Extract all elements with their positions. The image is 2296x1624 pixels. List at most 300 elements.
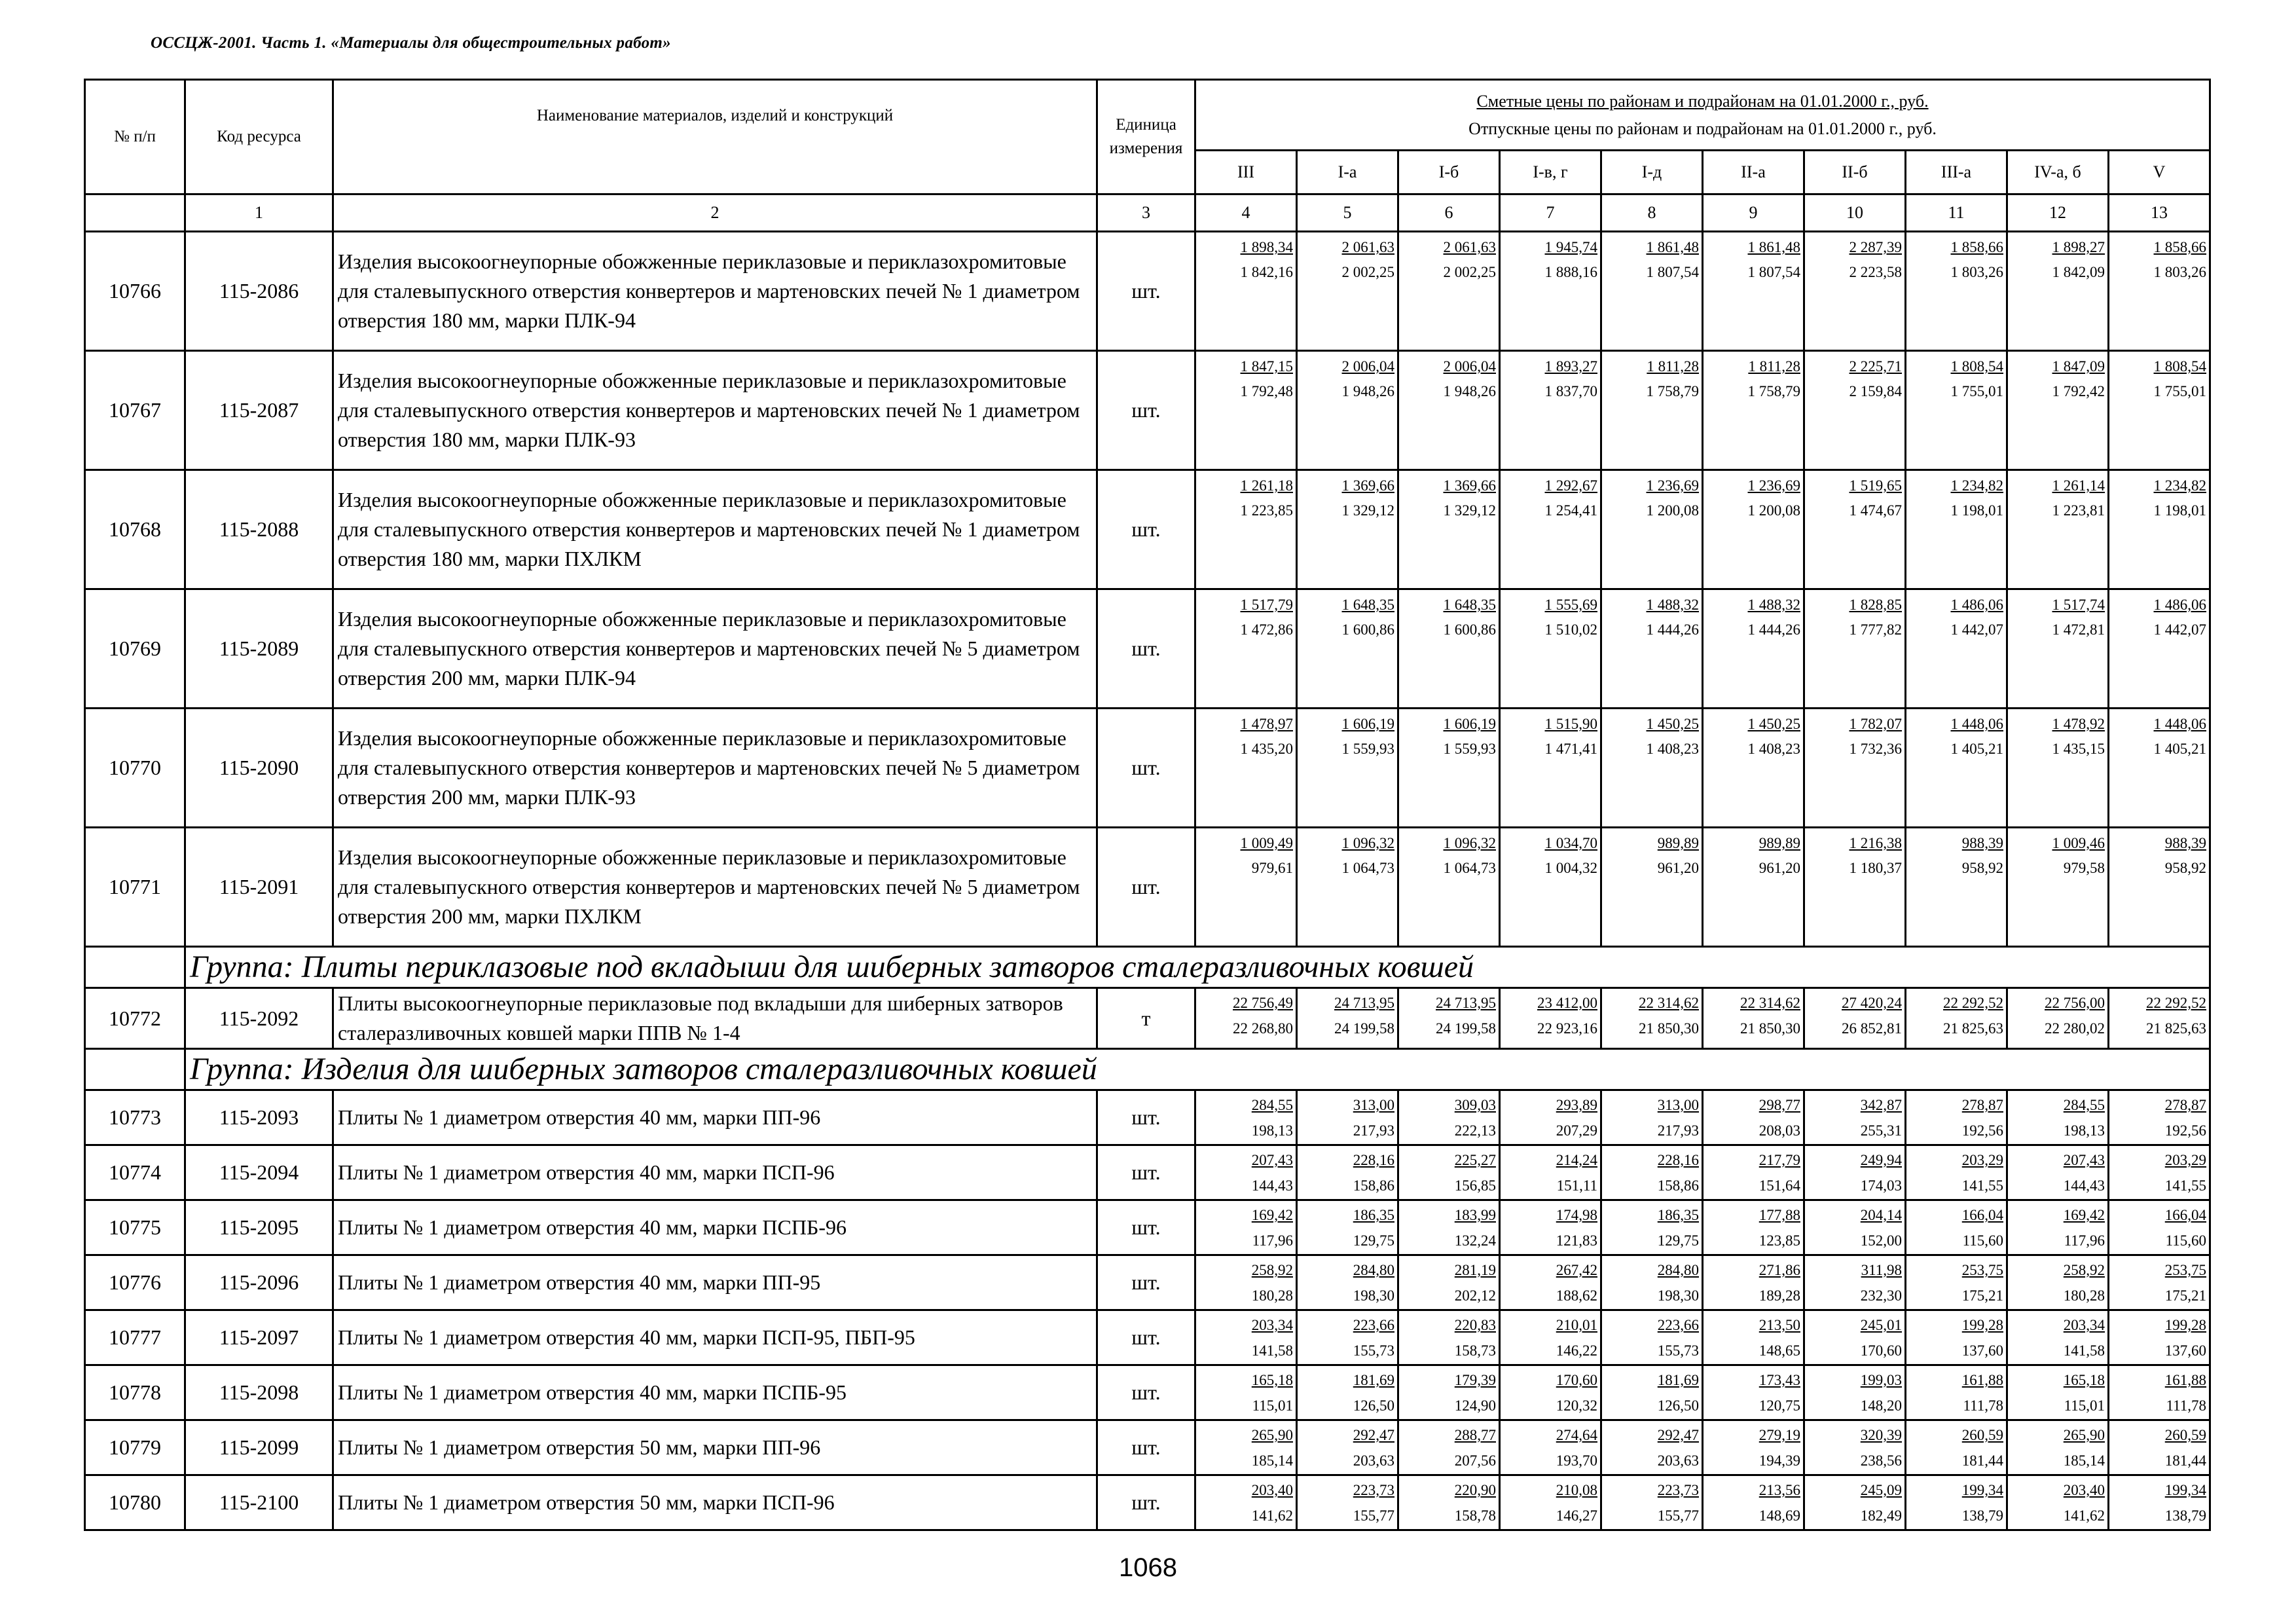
- estimate-price: 203,34: [1251, 1317, 1293, 1333]
- price-cell: [1703, 709, 1804, 828]
- price-cell: [1906, 1475, 2007, 1530]
- release-price: 1 842,09: [2052, 264, 2105, 280]
- estimate-price: 311,98: [1861, 1262, 1902, 1278]
- release-price: 24 199,58: [1436, 1020, 1496, 1037]
- release-price: 1 200,08: [1747, 502, 1800, 519]
- unit: шт.: [1097, 709, 1195, 828]
- estimate-price: 988,39: [1961, 835, 2003, 851]
- estimate-price: 284,80: [1353, 1262, 1394, 1278]
- row-number: 10775: [85, 1200, 185, 1255]
- estimate-price: 293,89: [1556, 1097, 1597, 1113]
- price-cell: [1804, 1200, 1906, 1255]
- price-cell: [1703, 232, 1804, 351]
- release-price: 979,58: [2063, 860, 2105, 876]
- price-cell: [2109, 1145, 2210, 1200]
- release-price: 155,73: [1353, 1342, 1394, 1359]
- header-prices: [1195, 80, 2210, 151]
- estimate-price: 207,43: [2063, 1152, 2105, 1168]
- price-cell: [1703, 1090, 1804, 1145]
- estimate-price: 166,04: [1961, 1207, 2003, 1223]
- release-price: 222,13: [1454, 1122, 1496, 1139]
- release-price: 1 064,73: [1341, 860, 1394, 876]
- estimate-price: 1 808,54: [1950, 358, 2003, 375]
- release-price: 1 732,36: [1849, 741, 1902, 757]
- release-price: 1 329,12: [1341, 502, 1394, 519]
- column-number: 8: [1601, 194, 1703, 232]
- price-cell: [1195, 1475, 1297, 1530]
- release-price: 146,22: [1556, 1342, 1597, 1359]
- unit: шт.: [1097, 1475, 1195, 1530]
- price-cell: [1601, 828, 1703, 947]
- release-price: 185,14: [2063, 1452, 2105, 1469]
- release-price: 1 837,70: [1544, 383, 1597, 399]
- region-header: V: [2109, 151, 2210, 194]
- table-row: [85, 351, 2210, 470]
- price-cell: [1297, 1310, 1398, 1365]
- release-price: 138,79: [1961, 1507, 2003, 1524]
- unit: шт.: [1097, 1090, 1195, 1145]
- release-price: 156,85: [1454, 1177, 1496, 1194]
- estimate-price: 284,55: [2063, 1097, 2105, 1113]
- estimate-price: 1 945,74: [1544, 239, 1597, 255]
- release-price: 1 755,01: [2153, 383, 2207, 399]
- price-cell: [1906, 1255, 2007, 1310]
- column-number: 12: [2007, 194, 2109, 232]
- release-price: 144,43: [2063, 1177, 2105, 1194]
- estimate-price: 223,73: [1353, 1482, 1394, 1498]
- estimate-price: 1 369,66: [1443, 477, 1496, 494]
- estimate-price: 1 096,32: [1341, 835, 1394, 851]
- unit: шт.: [1097, 232, 1195, 351]
- price-cell: [2007, 351, 2109, 470]
- estimate-price: 1 236,69: [1646, 477, 1699, 494]
- table-row: [85, 1090, 2210, 1145]
- price-cell: [2109, 470, 2210, 589]
- column-number: 11: [1906, 194, 2007, 232]
- price-cell: [1804, 232, 1906, 351]
- release-price: 194,39: [1758, 1452, 1800, 1469]
- estimate-price: 1 847,09: [2052, 358, 2105, 375]
- table-row: [85, 1255, 2210, 1310]
- estimate-price: 320,39: [1860, 1427, 1902, 1443]
- price-cell: [1703, 828, 1804, 947]
- price-cell: [2007, 1310, 2109, 1365]
- estimate-price: 177,88: [1758, 1207, 1800, 1223]
- release-price: 115,01: [1252, 1397, 1293, 1414]
- estimate-price: 161,88: [1961, 1372, 2003, 1388]
- release-price: 238,56: [1860, 1452, 1902, 1469]
- release-price: 1 442,07: [1950, 621, 2003, 638]
- material-name: Плиты № 1 диаметром отверстия 50 мм, марки ПСП-96: [333, 1475, 1097, 1530]
- price-cell: [1297, 1200, 1398, 1255]
- estimate-price: 220,83: [1454, 1317, 1496, 1333]
- price-cell: [1804, 1145, 1906, 1200]
- row-number: 10776: [85, 1255, 185, 1310]
- price-cell: [1195, 709, 1297, 828]
- row-number: 10770: [85, 709, 185, 828]
- price-cell: [1601, 988, 1703, 1049]
- estimate-price: 1 858,66: [2153, 239, 2207, 255]
- estimate-price: 183,99: [1454, 1207, 1496, 1223]
- unit: шт.: [1097, 1255, 1195, 1310]
- release-price: 1 444,26: [1646, 621, 1699, 638]
- estimate-price: 274,64: [1556, 1427, 1597, 1443]
- price-cell: [1500, 1200, 1601, 1255]
- price-cell: [1906, 351, 2007, 470]
- estimate-price: 165,18: [1251, 1372, 1293, 1388]
- unit: шт.: [1097, 1365, 1195, 1420]
- release-price: 255,31: [1860, 1122, 1902, 1139]
- estimate-price: 278,87: [2164, 1097, 2207, 1113]
- resource-code: 115-2090: [185, 709, 333, 828]
- price-cell: [1297, 470, 1398, 589]
- price-cell: [1703, 1200, 1804, 1255]
- resource-code: 115-2092: [185, 988, 333, 1049]
- estimate-price: 217,79: [1758, 1152, 1800, 1168]
- estimate-price: 265,90: [2063, 1427, 2105, 1443]
- row-number: 10768: [85, 470, 185, 589]
- release-price: 22 923,16: [1537, 1020, 1597, 1037]
- estimate-price: 228,16: [1657, 1152, 1699, 1168]
- estimate-price: 1 555,69: [1544, 597, 1597, 613]
- price-cell: [1804, 709, 1906, 828]
- table-row: [85, 709, 2210, 828]
- price-cell: [2007, 232, 2109, 351]
- estimate-price: 1 847,15: [1240, 358, 1293, 375]
- release-price: 22 268,80: [1233, 1020, 1293, 1037]
- resource-code: 115-2095: [185, 1200, 333, 1255]
- unit: шт.: [1097, 589, 1195, 709]
- release-price: 198,30: [1657, 1287, 1699, 1304]
- estimate-price: 1 517,79: [1240, 597, 1293, 613]
- price-cell: [1703, 1365, 1804, 1420]
- estimate-price: 169,42: [2063, 1207, 2105, 1223]
- price-cell: [1297, 1255, 1398, 1310]
- resource-code: 115-2091: [185, 828, 333, 947]
- price-cell: [2109, 1475, 2210, 1530]
- price-cell: [1297, 709, 1398, 828]
- price-cell: [1500, 1475, 1601, 1530]
- price-cell: [1601, 1310, 1703, 1365]
- release-price: 1 435,15: [2052, 741, 2105, 757]
- price-cell: [1804, 1090, 1906, 1145]
- price-cell: [1804, 1310, 1906, 1365]
- material-name: Изделия высокоогнеупорные обожженные периклазовые и периклазохромитовые для сталевыпускного отверстия конвертеров и мартеновских печей № 5 диаметром отверстия 200 мм, марки ПХЛКМ: [333, 828, 1097, 947]
- estimate-price: 284,80: [1657, 1262, 1699, 1278]
- release-price: 198,30: [1353, 1287, 1394, 1304]
- column-number: 6: [1398, 194, 1500, 232]
- price-cell: [1906, 589, 2007, 709]
- price-cell: [1906, 709, 2007, 828]
- release-price: 158,86: [1657, 1177, 1699, 1194]
- price-cell: [1601, 1365, 1703, 1420]
- unit: шт.: [1097, 1420, 1195, 1475]
- release-price: 22 280,02: [2045, 1020, 2105, 1037]
- release-price: 1 777,82: [1849, 621, 1902, 638]
- price-cell: [1906, 1200, 2007, 1255]
- release-price: 1 442,07: [2153, 621, 2207, 638]
- release-price: 2 002,25: [1443, 264, 1496, 280]
- column-number: 1: [185, 194, 333, 232]
- price-cell: [1703, 351, 1804, 470]
- price-cell: [1398, 988, 1500, 1049]
- estimate-price: 1 292,67: [1544, 477, 1597, 494]
- price-cell: [2109, 1200, 2210, 1255]
- estimate-price: 1 861,48: [1747, 239, 1800, 255]
- estimate-price: 1 648,35: [1443, 597, 1496, 613]
- price-cell: [1906, 470, 2007, 589]
- price-cell: [1500, 470, 1601, 589]
- price-cell: [1601, 351, 1703, 470]
- release-price: 1 405,21: [2153, 741, 2207, 757]
- estimate-price: 1 448,06: [1950, 716, 2003, 732]
- unit: т: [1097, 988, 1195, 1049]
- resource-code: 115-2099: [185, 1420, 333, 1475]
- price-cell: [1500, 1090, 1601, 1145]
- price-cell: [1297, 1365, 1398, 1420]
- price-cell: [2007, 1090, 2109, 1145]
- price-cell: [2007, 589, 2109, 709]
- estimate-price: 1 450,25: [1646, 716, 1699, 732]
- price-cell: [1398, 1090, 1500, 1145]
- estimate-price: 1 861,48: [1646, 239, 1699, 255]
- column-number: 7: [1500, 194, 1601, 232]
- region-header: IV-а, б: [2007, 151, 2109, 194]
- price-cell: [1195, 470, 1297, 589]
- release-price: 141,62: [2063, 1507, 2105, 1524]
- release-price: 21 850,30: [1740, 1020, 1800, 1037]
- price-cell: [1297, 828, 1398, 947]
- row-number: 10767: [85, 351, 185, 470]
- header-prices-estimate: Сметные цены по районам и подрайонам на 01.01.2000 г., руб.: [1476, 91, 1929, 111]
- release-price: 1 405,21: [1950, 741, 2003, 757]
- estimate-price: 173,43: [1758, 1372, 1800, 1388]
- material-name: Плиты № 1 диаметром отверстия 40 мм, марки ПП-96: [333, 1090, 1097, 1145]
- release-price: 151,64: [1758, 1177, 1800, 1194]
- price-cell: [1195, 1310, 1297, 1365]
- column-number: 4: [1195, 194, 1297, 232]
- release-price: 155,77: [1657, 1507, 1699, 1524]
- price-cell: [1601, 1475, 1703, 1530]
- price-cell: [1804, 1255, 1906, 1310]
- estimate-price: 22 292,52: [2146, 995, 2207, 1011]
- unit: шт.: [1097, 470, 1195, 589]
- price-cell: [1398, 1420, 1500, 1475]
- price-cell: [1601, 470, 1703, 589]
- price-cell: [1703, 1420, 1804, 1475]
- price-cell: [1500, 1255, 1601, 1310]
- price-cell: [1703, 589, 1804, 709]
- release-price: 151,11: [1556, 1177, 1597, 1194]
- price-cell: [1703, 988, 1804, 1049]
- estimate-price: 1 606,19: [1443, 716, 1496, 732]
- header-np: № п/п: [85, 80, 185, 194]
- estimate-price: 22 756,49: [1233, 995, 1293, 1011]
- estimate-price: 228,16: [1353, 1152, 1394, 1168]
- group-spacer: [85, 1049, 185, 1090]
- header-row-top: [85, 80, 2210, 151]
- table-row: [85, 470, 2210, 589]
- estimate-price: 245,09: [1860, 1482, 1902, 1498]
- release-price: 192,56: [2164, 1122, 2207, 1139]
- estimate-price: 2 006,04: [1443, 358, 1496, 375]
- unit: шт.: [1097, 1310, 1195, 1365]
- estimate-price: 166,04: [2164, 1207, 2207, 1223]
- header-unit: Единица измерения: [1097, 80, 1195, 194]
- release-price: 192,56: [1961, 1122, 2003, 1139]
- price-cell: [1703, 1310, 1804, 1365]
- row-number: 10779: [85, 1420, 185, 1475]
- release-price: 1 474,67: [1849, 502, 1902, 519]
- price-cell: [2007, 1200, 2109, 1255]
- estimate-price: 223,73: [1657, 1482, 1699, 1498]
- price-cell: [1398, 828, 1500, 947]
- material-name: Плиты № 1 диаметром отверстия 40 мм, марки ПСПБ-96: [333, 1200, 1097, 1255]
- release-price: 1 435,20: [1240, 741, 1293, 757]
- price-cell: [1195, 589, 1297, 709]
- estimate-price: 24 713,95: [1436, 995, 1496, 1011]
- region-header: I-в, г: [1500, 151, 1601, 194]
- release-price: 2 159,84: [1849, 383, 1902, 399]
- release-price: 174,03: [1860, 1177, 1902, 1194]
- estimate-price: 174,98: [1556, 1207, 1597, 1223]
- release-price: 958,92: [2164, 860, 2207, 876]
- price-cell: [2007, 470, 2109, 589]
- estimate-price: 1 486,06: [1950, 597, 2003, 613]
- row-number: 10769: [85, 589, 185, 709]
- column-number: 9: [1703, 194, 1804, 232]
- table-row: [85, 589, 2210, 709]
- release-price: 141,58: [1251, 1342, 1293, 1359]
- estimate-price: 2 061,63: [1341, 239, 1394, 255]
- release-price: 115,01: [2064, 1397, 2105, 1414]
- estimate-price: 203,29: [2164, 1152, 2207, 1168]
- release-price: 126,50: [1657, 1397, 1699, 1414]
- estimate-price: 253,75: [1961, 1262, 2003, 1278]
- release-price: 1 559,93: [1341, 741, 1394, 757]
- estimate-price: 1 234,82: [2153, 477, 2207, 494]
- estimate-price: 989,89: [1758, 835, 1800, 851]
- release-price: 138,79: [2164, 1507, 2207, 1524]
- price-cell: [1703, 1255, 1804, 1310]
- price-cell: [2109, 1310, 2210, 1365]
- price-cell: [1195, 1420, 1297, 1475]
- price-cell: [1500, 1420, 1601, 1475]
- release-price: 144,43: [1251, 1177, 1293, 1194]
- header-name: Наименование материалов, изделий и конструкций: [333, 80, 1097, 194]
- release-price: 141,55: [2164, 1177, 2207, 1194]
- estimate-price: 23 412,00: [1537, 995, 1597, 1011]
- estimate-price: 1 450,25: [1747, 716, 1800, 732]
- estimate-price: 213,56: [1758, 1482, 1800, 1498]
- unit: шт.: [1097, 1145, 1195, 1200]
- material-name: Изделия высокоогнеупорные обожженные периклазовые и периклазохромитовые для сталевыпускного отверстия конвертеров и мартеновских печей № 1 диаметром отверстия 180 мм, марки ПЛК-93: [333, 351, 1097, 470]
- estimate-price: 1 488,32: [1747, 597, 1800, 613]
- estimate-price: 22 314,62: [1740, 995, 1800, 1011]
- release-price: 188,62: [1556, 1287, 1597, 1304]
- estimate-price: 1 009,46: [2052, 835, 2105, 851]
- estimate-price: 1 858,66: [1950, 239, 2003, 255]
- resource-code: 115-2087: [185, 351, 333, 470]
- price-cell: [2109, 709, 2210, 828]
- table-row: [85, 1200, 2210, 1255]
- estimate-price: 267,42: [1556, 1262, 1597, 1278]
- release-price: 111,78: [1963, 1397, 2003, 1414]
- estimate-price: 1 828,85: [1849, 597, 1902, 613]
- row-number: 10771: [85, 828, 185, 947]
- release-price: 170,60: [1860, 1342, 1902, 1359]
- region-header: II-б: [1804, 151, 1906, 194]
- price-cell: [1500, 1145, 1601, 1200]
- price-cell: [1398, 709, 1500, 828]
- estimate-price: 1 811,28: [1748, 358, 1800, 375]
- table-row: [85, 232, 2210, 351]
- release-price: 158,78: [1454, 1507, 1496, 1524]
- release-price: 148,65: [1758, 1342, 1800, 1359]
- release-price: 208,03: [1758, 1122, 1800, 1139]
- row-number: 10774: [85, 1145, 185, 1200]
- estimate-price: 1 898,34: [1240, 239, 1293, 255]
- estimate-price: 1 096,32: [1443, 835, 1496, 851]
- price-cell: [2109, 828, 2210, 947]
- row-number: 10780: [85, 1475, 185, 1530]
- estimate-price: 265,90: [1251, 1427, 1293, 1443]
- release-price: 1 888,16: [1544, 264, 1597, 280]
- price-cell: [1804, 1420, 1906, 1475]
- estimate-price: 292,47: [1657, 1427, 1699, 1443]
- release-price: 1 758,79: [1747, 383, 1800, 399]
- estimate-price: 1 009,49: [1240, 835, 1293, 851]
- estimate-price: 1 519,65: [1849, 477, 1902, 494]
- estimate-price: 1 478,97: [1240, 716, 1293, 732]
- estimate-price: 203,40: [2063, 1482, 2105, 1498]
- price-cell: [2109, 1090, 2210, 1145]
- estimate-price: 1 517,74: [2052, 597, 2105, 613]
- price-cell: [2109, 1365, 2210, 1420]
- price-cell: [1398, 1200, 1500, 1255]
- price-cell: [1195, 232, 1297, 351]
- row-number: 10778: [85, 1365, 185, 1420]
- release-price: 132,24: [1454, 1232, 1496, 1249]
- table-row: [85, 988, 2210, 1049]
- row-number: 10766: [85, 232, 185, 351]
- price-cell: [1297, 1090, 1398, 1145]
- price-cell: [1601, 1090, 1703, 1145]
- estimate-price: 1 478,92: [2052, 716, 2105, 732]
- price-cell: [1195, 1090, 1297, 1145]
- unit: шт.: [1097, 351, 1195, 470]
- estimate-price: 309,03: [1454, 1097, 1496, 1113]
- estimate-price: 313,00: [1353, 1097, 1394, 1113]
- price-cell: [1906, 1365, 2007, 1420]
- price-cell: [1195, 828, 1297, 947]
- release-price: 1 807,54: [1646, 264, 1699, 280]
- release-price: 148,69: [1758, 1507, 1800, 1524]
- price-cell: [1804, 828, 1906, 947]
- resource-code: 115-2088: [185, 470, 333, 589]
- price-cell: [2109, 988, 2210, 1049]
- release-price: 158,86: [1353, 1177, 1394, 1194]
- estimate-price: 1 448,06: [2153, 716, 2207, 732]
- estimate-price: 1 488,32: [1646, 597, 1699, 613]
- table-row: [85, 1145, 2210, 1200]
- release-price: 1 842,16: [1240, 264, 1293, 280]
- estimate-price: 2 287,39: [1849, 239, 1902, 255]
- release-price: 1 472,81: [2052, 621, 2105, 638]
- price-cell: [1906, 988, 2007, 1049]
- release-price: 117,96: [1252, 1232, 1293, 1249]
- release-price: 111,78: [2166, 1397, 2207, 1414]
